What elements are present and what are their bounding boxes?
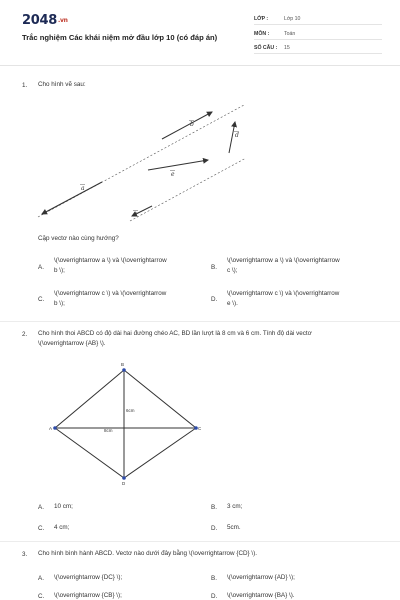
meta-subject-value: Toán — [284, 31, 296, 37]
page-title: Trắc nghiệm Các khái niệm mở đầu lớp 10 (có đáp án) — [22, 33, 218, 42]
vector-b — [162, 112, 212, 139]
rhombus-outline — [55, 370, 196, 478]
meta-count-value: 15 — [284, 45, 290, 51]
meta-grade — [254, 14, 382, 25]
logo-suffix: .vn — [57, 17, 68, 24]
q2-option-c-letter[interactable]: C. — [38, 525, 45, 532]
q2-option-b-letter[interactable]: B. — [211, 504, 217, 511]
label-ac-length: 8cm — [104, 428, 113, 433]
q1-option-c-line2: b \); — [54, 299, 65, 307]
label-e: e — [171, 171, 175, 178]
q2-option-a[interactable]: 10 cm; — [54, 503, 73, 510]
meta-grade-value: Lớp 10 — [284, 16, 301, 22]
dashed-line-lower — [130, 158, 246, 221]
point-a — [53, 426, 57, 430]
question-1-number: 1. — [22, 82, 28, 89]
meta-grade-key: LỚP : — [254, 16, 269, 22]
page-header — [0, 0, 400, 66]
label-a: a — [81, 185, 85, 192]
question-2-line1: Cho hình thoi ABCD có độ dài hai đường chéo AC, BD lần lượt là 8 cm và 6 cm. Tính độ dài vectơ — [38, 330, 312, 337]
meta-count — [254, 43, 382, 54]
q3-option-a[interactable]: \(\overrightarrow {DC} \); — [54, 574, 123, 581]
meta-subject — [254, 29, 382, 40]
question-1-prompt: Cho hình vẽ sau: — [38, 81, 86, 88]
q1-option-c[interactable] — [54, 289, 166, 308]
logo-text: 2048 — [22, 13, 57, 28]
q3-option-b[interactable]: \(\overrightarrow {AD} \); — [227, 574, 295, 581]
q2-option-b[interactable]: 3 cm; — [227, 503, 243, 510]
divider — [0, 541, 400, 542]
meta-subject-key: MÔN : — [254, 31, 270, 37]
divider — [0, 321, 400, 322]
q2-option-c[interactable]: 4 cm; — [54, 524, 70, 531]
question-3-number: 3. — [22, 551, 28, 558]
q3-option-d[interactable]: \(\overrightarrow {BA} \). — [227, 592, 295, 599]
q1-option-b[interactable] — [227, 256, 340, 275]
q1-option-a-letter[interactable]: A. — [38, 264, 44, 271]
q1-option-d[interactable] — [227, 289, 339, 308]
label-b: b — [190, 121, 194, 128]
label-c: c — [134, 211, 138, 218]
question-2-text — [38, 329, 312, 348]
q1-option-b-letter[interactable]: B. — [211, 264, 217, 271]
label-point-c: C — [198, 426, 202, 431]
q1-option-d-letter[interactable]: D. — [211, 296, 218, 303]
q2-option-d-letter[interactable]: D. — [211, 525, 218, 532]
question-3-text: Cho hình bình hành ABCD. Vectơ nào dưới đây bằng \(\overrightarrow {CD} \). — [38, 550, 257, 557]
q1-option-a-line1: \(\overrightarrow a \) và \(\overrightarrow — [54, 257, 167, 264]
meta-count-key: SỐ CÂU : — [254, 45, 278, 51]
q3-option-a-letter[interactable]: A. — [38, 575, 44, 582]
question-2-line2: \(\overrightarrow {AB} \). — [38, 339, 106, 347]
question-1-vector-figure — [30, 96, 260, 226]
label-point-b: B — [121, 362, 125, 367]
q1-option-b-line2: c \); — [227, 266, 238, 274]
q1-option-c-letter[interactable]: C. — [38, 296, 45, 303]
vector-e — [148, 160, 208, 170]
question-2-rhombus-figure — [46, 358, 206, 488]
site-logo[interactable] — [22, 13, 68, 28]
q1-option-b-line1: \(\overrightarrow a \) và \(\overrightarrow — [227, 257, 340, 264]
q3-option-c[interactable]: \(\overrightarrow {CB} \); — [54, 592, 122, 599]
q2-option-a-letter[interactable]: A. — [38, 504, 44, 511]
question-2-number: 2. — [22, 331, 28, 338]
label-point-a: A — [49, 426, 53, 431]
q3-option-d-letter[interactable]: D. — [211, 593, 218, 600]
label-d: d — [235, 132, 239, 139]
q3-option-b-letter[interactable]: B. — [211, 575, 217, 582]
point-b — [122, 368, 126, 372]
question-1-question: Cặp vectơ nào cùng hướng? — [38, 235, 119, 242]
label-bd-length: 6cm — [126, 408, 135, 413]
q2-option-d[interactable]: 5cm. — [227, 524, 241, 531]
q1-option-a-line2: b \); — [54, 266, 65, 274]
q1-option-a[interactable] — [54, 256, 167, 275]
q1-option-c-line1: \(\overrightarrow c \) và \(\overrightarrow — [54, 290, 167, 297]
vector-a — [42, 182, 102, 214]
q1-option-d-line1: \(\overrightarrow c \) và \(\overrightarrow — [227, 290, 340, 297]
q1-option-d-line2: e \). — [227, 299, 238, 307]
point-d — [122, 476, 126, 480]
label-point-d: D — [122, 481, 126, 486]
q3-option-c-letter[interactable]: C. — [38, 593, 45, 600]
